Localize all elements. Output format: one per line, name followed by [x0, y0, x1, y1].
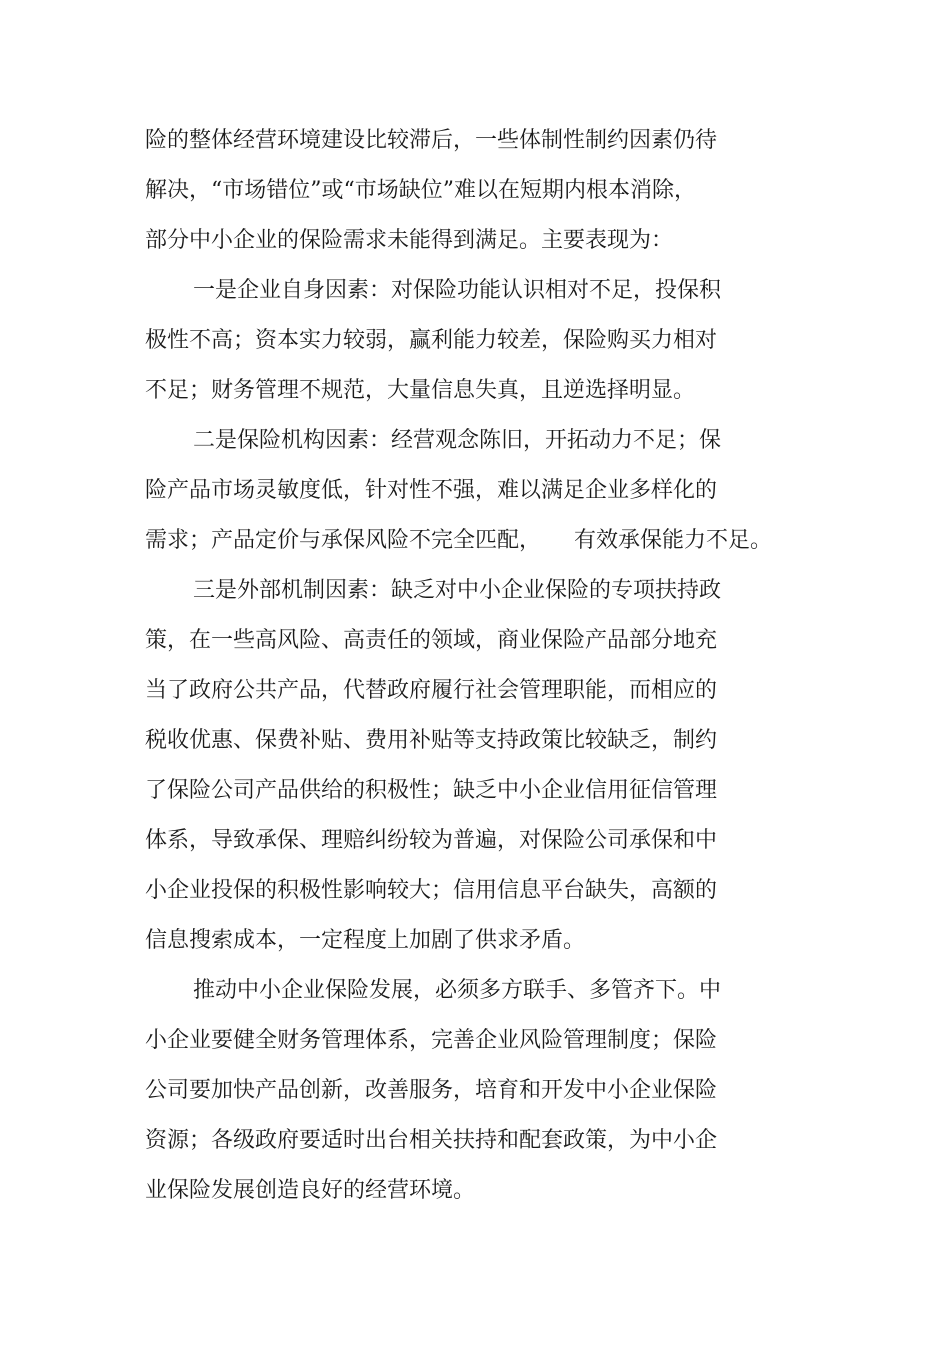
text-line: 信息搜索成本，一定程度上加剧了供求矛盾。 — [145, 928, 586, 953]
text-line: 小企业要健全财务管理体系，完善企业风险管理制度；保险 — [145, 1028, 718, 1053]
text-line: 了保险公司产品供给的积极性；缺乏中小企业信用征信管理 — [145, 778, 718, 803]
text-line: 需求；产品定价与承保风险不完全匹配， 有效承保能力不足。 — [145, 528, 773, 553]
text-line: 险产品市场灵敏度低，针对性不强，难以满足企业多样化的 — [145, 478, 718, 503]
text-line: 不足；财务管理不规范，大量信息失真，且逆选择明显。 — [145, 378, 696, 403]
text-line: 税收优惠、保费补贴、费用补贴等支持政策比较缺乏，制约 — [145, 728, 718, 753]
paragraph-start-line: 三是外部机制因素：缺乏对中小企业保险的专项扶持政 — [193, 578, 722, 603]
text-line: 当了政府公共产品，代替政府履行社会管理职能，而相应的 — [145, 678, 718, 703]
text-line: 极性不高；资本实力较弱，赢利能力较差，保险购买力相对 — [145, 328, 718, 353]
text-line: 解决，“市场错位”或“市场缺位”难以在短期内根本消除， — [145, 178, 696, 203]
text-line: 部分中小企业的保险需求未能得到满足。主要表现为： — [145, 228, 674, 253]
text-line: 资源；各级政府要适时出台相关扶持和配套政策，为中小企 — [145, 1128, 718, 1153]
text-line: 小企业投保的积极性影响较大；信用信息平台缺失，高额的 — [145, 878, 718, 903]
text-line: 业保险发展创造良好的经营环境。 — [145, 1178, 476, 1203]
paragraph-start-line: 推动中小企业保险发展，必须多方联手、多管齐下。中 — [193, 978, 722, 1003]
text-line: 体系，导致承保、理赔纠纷较为普遍，对保险公司承保和中 — [145, 828, 718, 853]
text-line: 险的整体经营环境建设比较滞后，一些体制性制约因素仍待 — [145, 128, 718, 153]
paragraph-start-line: 一是企业自身因素：对保险功能认识相对不足，投保积 — [193, 278, 722, 303]
text-line: 策，在一些高风险、高责任的领域，商业保险产品部分地充 — [145, 628, 718, 653]
paragraph-start-line: 二是保险机构因素：经营观念陈旧，开拓动力不足；保 — [193, 428, 722, 453]
text-line: 公司要加快产品创新，改善服务，培育和开发中小企业保险 — [145, 1078, 718, 1103]
